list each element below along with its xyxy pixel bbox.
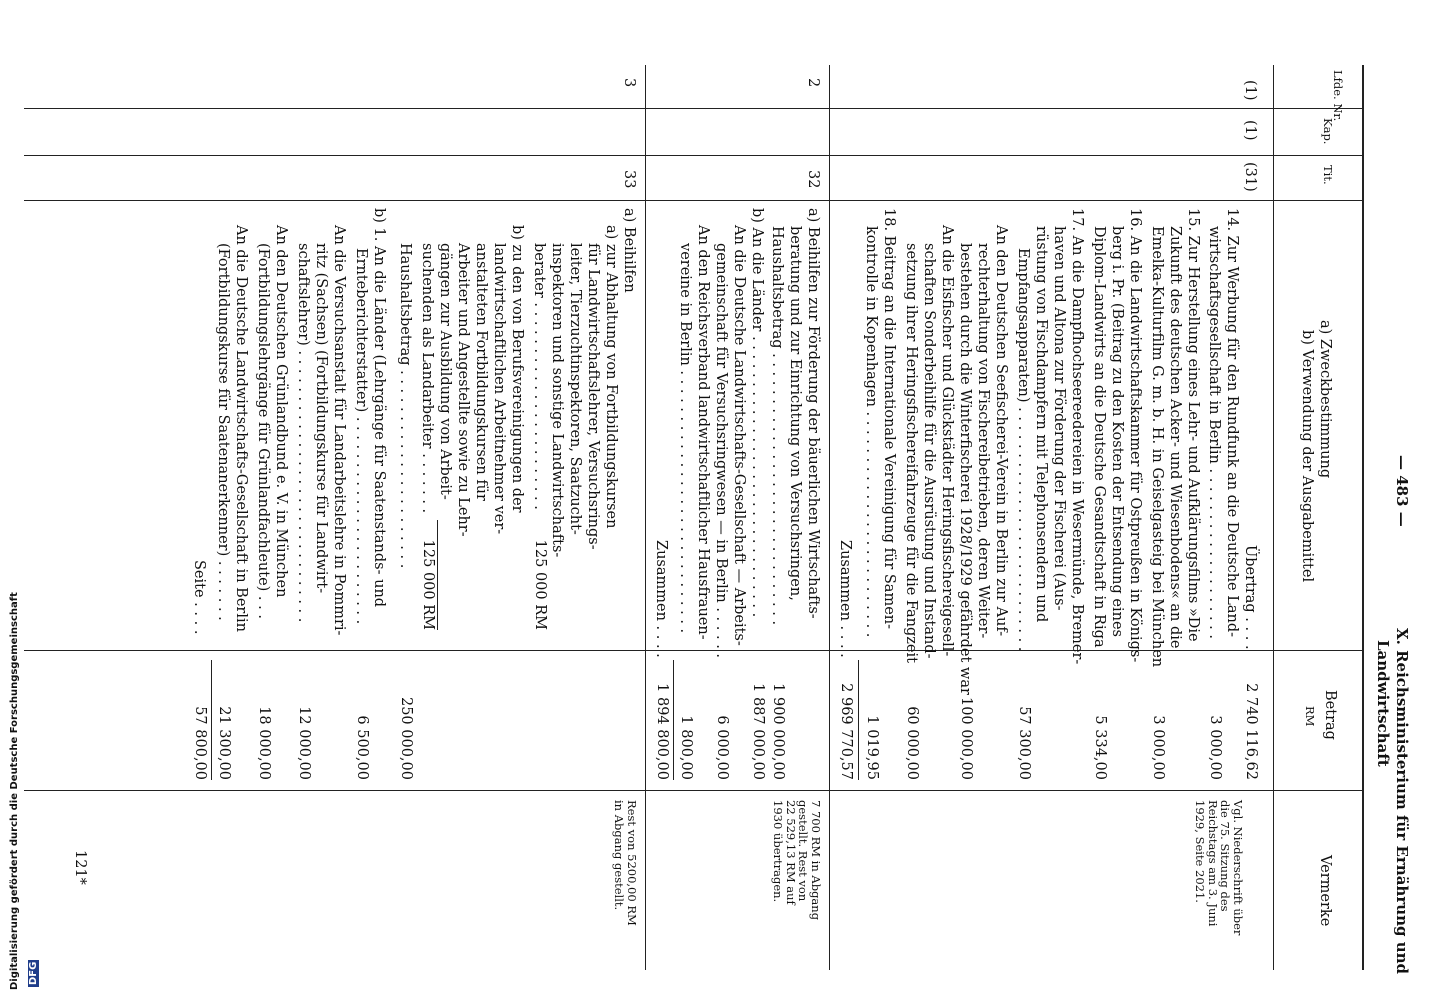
col-rule-nr [24, 108, 1364, 109]
row3-item-a: a) Beihilfen [621, 208, 637, 293]
row1-item15: 15. Zur Herstellung eines Lehr- und Aufklärungsfilms »Die Zukunft des deutschen Acker- und Wiesenbodens« an die Emelka-Kulturfilm G. m. b. H. in Geiselgasteig bei München [1149, 208, 1201, 668]
ministry-title: X. Reichsministerium für Ernährung und [1393, 628, 1411, 975]
row1-sum-rule [858, 660, 859, 780]
row3-item-b: b) 1. An die Länder (Lehrgänge für Saatenstands- und Ernteberichterstatter) . . . . . . . . . . . . . . . . . . . . . . . [353, 208, 387, 625]
sheet-number: 121* [72, 850, 88, 885]
row1-tit: (31) [1242, 162, 1258, 192]
row1-uebertrag-label: Übertrag . . . . [1242, 545, 1258, 650]
row3-haushalt-amount: 250 000,00 [398, 696, 414, 780]
row1-nr: (1) [1242, 80, 1258, 101]
row2-item-c-amount: 6 000,00 [714, 715, 730, 780]
page-number: — 483 — [1393, 455, 1411, 527]
row1-item16-amount: 5 334,00 [1092, 715, 1108, 780]
row1-item16: 16. An die Landwirtschaftskammer für Ostpreußen in Königs- berg i. Pr. (Beitrag zu den Kosten der Entsendung eines Diplom-Landwirts an die Deutsche Gesandtschaft in Riga [1091, 208, 1143, 663]
row3-nr: 3 [621, 78, 637, 88]
col-header-betrag-unit: RM [1303, 706, 1317, 727]
col-rule-kap [24, 155, 1364, 156]
row1-item17c-amount: 60 000,00 [904, 706, 920, 780]
row3-subtotal-rule [437, 520, 438, 630]
col-rule-tit [24, 200, 1364, 201]
row2-sum-rule [673, 660, 674, 780]
col-header-nr: Lfde. Nr. [1331, 70, 1345, 122]
row1-uebertrag-amount: 2 740 116,62 [1243, 683, 1259, 780]
row1-vermerk: Vgl. Niederschrift über die 75. Sitzung des Reichstags am 3. Juni 1929, Seite 2021. [1193, 800, 1245, 936]
row3-item-b1-amount: 125 000 RM [420, 539, 436, 630]
col-header-tit: Tit. [1321, 165, 1335, 185]
row3-item-e: An die Deutsche Landwirtschafts-Gesellschaft in Berlin (Fortbildungskurse für Saatenanerkenner) . . . . . . . [215, 225, 249, 632]
ministry-title-line2: Landwirtschaft [1374, 640, 1392, 767]
row1-item17b-amount: 100 000,00 [958, 696, 974, 780]
row2-nr: 2 [805, 78, 821, 88]
row2-item-c: An die Deutsche Landwirtschafts-Gesellschaft — Arbeits- gemeinschaft für Versuchsringwesen — in Berlin . . . . . . [713, 225, 747, 659]
row3-item-e-amount: 21 300,00 [216, 706, 232, 780]
row2-bottom-rule [645, 65, 646, 970]
row2-item-d-amount: 1 800,00 [678, 715, 694, 780]
col-header-kap: Kap. [1321, 118, 1335, 145]
row3-sum-rule [211, 660, 212, 780]
row1-zusammen-amount: 2 969 770,57 [838, 683, 854, 780]
row2-zusammen-amount: 1 894 800,00 [654, 683, 670, 780]
row2-item-b-amount: 1 887 000,00 [750, 683, 766, 780]
row2-item-d: An den Reichsverband landwirtschaftlicher Hausfrauen- vereine in Berlin . . . . . . . . . . . . . . . . . . . . . . . . . . . . . [677, 225, 711, 640]
row3-seite-amount: 57 800,00 [192, 706, 208, 780]
row3-vermerk: Rest von 5200,00 RM in Abgang gestellt. [612, 800, 639, 926]
row3-item-d: An den Deutschen Grünlandbund e. V. in München (Fortbildungslehrgänge für Grünlandfachleute) . . . [255, 225, 289, 619]
col-header-zweck-a: a) Zweckbestimmung [1317, 320, 1333, 479]
row1-item18-amount: 1 019,95 [864, 715, 880, 780]
row3-item-b-amount: 6 500,00 [354, 715, 370, 780]
row2-zusammen-label: Zusammen . . . . [653, 540, 669, 658]
row2-tit: 32 [805, 170, 821, 189]
row1-item14-amount: 3 000,00 [1207, 715, 1223, 780]
row1-item15-amount: 3 000,00 [1150, 715, 1166, 780]
row1-item17-more: An den Deutschen Seefischerei-Verein in Berlin zur Auf- rechterhaltung von Fischereibetrieben, deren Weiter- bestehen durch die Winterfischerei 1928/1929 gefährdet war An die Eisfischer und Glückstädter Heringsfischereigesell- schaften Sonderbeihilfe für die Ausrüstung und Instand- setzung ihrer Heringsfischereifahrzeuge für die Fangzeit [903, 225, 1009, 695]
col-header-betrag: Betrag [1322, 690, 1338, 740]
row1-zusammen-label: Zusammen . . . . [837, 540, 853, 658]
row2-item-a-amount: 1 900 000,00 [770, 683, 786, 780]
col-header-vermerke: Vermerke [1317, 855, 1333, 927]
row2-item-a: a) Beihilfen zur Förderung der bäuerlichen Wirtschafts- beratung und zur Einrichtung von Versuchsringen, Haushaltsbetrag . . . . . . . . . . . . . . . . . . . . . . . . . . . . . . [769, 208, 821, 626]
row1-kap: (1) [1242, 120, 1258, 141]
row1-item14: 14. Zur Werbung für den Rundfunk an die Deutsche Land- wirtschaftsgesellschaft in Berlin . . . . . . . . . . . . . . . . . . . [1206, 208, 1240, 640]
row1-item18: 18. Beitrag an die Internationale Vereinigung für Samen- kontrolle in Kopenhagen . . . . . . . . . . . . . . . . . . . . . . . . . [863, 208, 897, 638]
row1-item17: 17. An die Dampfhochseereedereien in Wesermünde, Bremer- haven und Altona zur Förderung der Fischerei (Aus- rüstung von Fischdampfern mit Telephonsendern und Empfangsapparaten) . . . . . . . . . . . . . . . . . . . . . . . . . . . [1015, 208, 1085, 665]
col-header-zweck-b: b) Verwendung der Ausgabemittel [1299, 330, 1315, 583]
dfg-logo: DFG [28, 961, 39, 985]
col-rule-betrag [24, 790, 1364, 791]
row3-item-d-amount: 18 000,00 [256, 706, 272, 780]
row3-item-b1: b) zu den von Berufsvereinigungen der landwirtschaftlichen Arbeitnehmer ver- anstalteten Fortbildungskursen für Arbeiter und Angestellte sowie zu Lehr- gängen zur Ausbildung von Arbeit- suchenden als Landarbeiter . . . . . . . [419, 225, 525, 537]
row3-item-c-amount: 12 000,00 [296, 706, 312, 780]
row3-item-c: An die Versuchsanstalt für Landarbeitslehre in Pommri- ritz (Sachsen) (Fortbildungskurse für Landwirt- schaftslehrer) . . . . . . . . . . . . . . . . . . . . . . . . . . . . . . [295, 225, 347, 636]
row3-seite-label: Seite . . . . [191, 560, 207, 635]
row3-item-a1-amount: 125 000 RM [532, 539, 548, 630]
row2-item-b: b) An die Länder . . . . . . . . . . . . . . . . . . . . . . . . . . . . . . . [749, 208, 765, 618]
row3-tit: 33 [621, 170, 637, 189]
row3-haushalt-label: Haushaltsbetrag . . . . . . . . . . . . . . . . . . . . . . [397, 243, 413, 569]
row3-item-a1: a) zur Abhaltung von Fortbildungskursen für Landwirtschaftslehrer, Versuchsrings- leiter, Tierzuchtinspektoren, Saatzucht- inspektoren und sonstige Landwirtschafts- berater . . . . . . . . . . . . . . . . . . . . . . . [531, 225, 619, 558]
row1-bottom-rule [829, 65, 830, 970]
row2-vermerk: 7 700 RM in Abgang gestellt. Rest von 22 529,13 RM auf 1930 übertragen. [771, 800, 823, 921]
row1-item17-amount: 57 300,00 [1016, 706, 1032, 780]
